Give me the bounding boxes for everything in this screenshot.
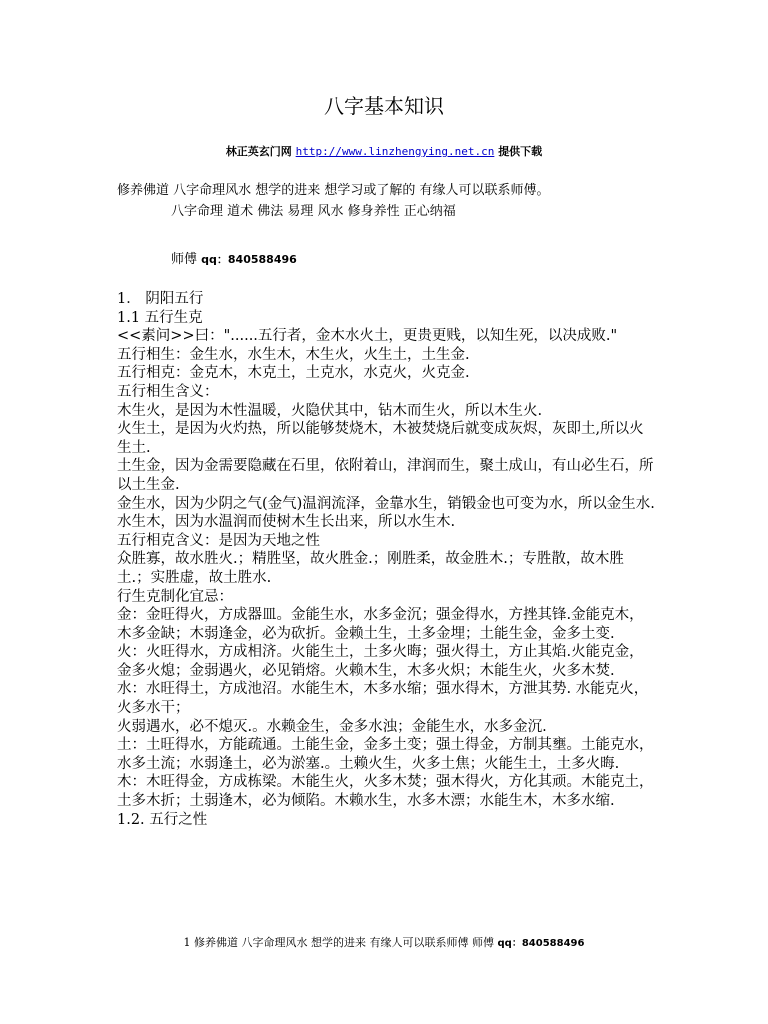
- intro-line-1: 修养佛道 八字命理风水 想学的进来 想学习或了解的 有缘人可以联系师傅。: [117, 183, 550, 198]
- paragraph: 五行相克：金克木，木克土，土克水，水克火，火克金.: [117, 365, 470, 382]
- paragraph: 五行相克含义：是因为天地之性: [117, 532, 320, 549]
- heading-1-1: 1.1 五行生克: [117, 309, 203, 326]
- paragraph: 五行相生：金生水，水生木，木生火，火生土，土生金.: [117, 346, 470, 363]
- body-text: [117, 290, 657, 829]
- paragraph: 行生克制化宜忌：: [117, 588, 233, 605]
- paragraph: 水生木，因为水温润而使树木生长出来，所以水生木.: [117, 514, 456, 531]
- paragraph: 五行相生含义：: [117, 383, 219, 400]
- paragraph: 木生火，是因为木性温暖，火隐伏其中，钻木而生火，所以木生火.: [117, 402, 543, 419]
- paragraph: 土：土旺得水，方能疏通。土能生金，金多土变；强土得金，方制其壅。土能克水，水多土流；水弱逢土，必为淤塞.。土赖火生，火多土焦；火能生土，土多火晦.: [117, 737, 654, 772]
- source-prefix: 林正英玄门网: [225, 145, 292, 158]
- footer-qq: qq：840588496: [497, 938, 585, 949]
- footer-text: 1 修养佛道 八字命理风水 想学的进来 有缘人可以联系师傅 师傅: [183, 936, 495, 949]
- paragraph: 木：木旺得金，方成栋梁。木能生火，火多木焚；强木得火，方化其顽。木能克土，土多木折；土弱逢木，必为倾陷。木赖水生，水多木漂；水能生木，木多水缩.: [117, 774, 654, 810]
- paragraph: 金生水，因为少阴之气(金气)温润流泽，金靠水生，销锻金也可变为水，所以金生水.: [117, 495, 655, 512]
- paragraph: 众胜寡，故水胜火.；精胜坚，故火胜金.；刚胜柔，故金胜木.；专胜散，故木胜土.；实胜虚，故土胜水.: [117, 551, 624, 586]
- paragraph: 金：金旺得火，方成器皿。金能生水，水多金沉；强金得水，方挫其锋.金能克木，木多金缺；木弱逢金，必为砍折。金赖土生，土多金埋；土能生金，金多土变.: [117, 607, 644, 642]
- source-link[interactable]: http://www.linzhengying.net.cn: [295, 145, 495, 158]
- heading-1: 1． 阴阳五行: [117, 291, 204, 307]
- document-title: 八字基本知识: [324, 94, 444, 118]
- paragraph: 火生土，是因为火灼热，所以能够焚烧木，木被焚烧后就变成灰烬，灰即土,所以火生土.: [117, 421, 644, 456]
- page-footer: [0, 935, 768, 952]
- source-suffix: 提供下载: [498, 145, 543, 158]
- source-line: [0, 143, 768, 161]
- contact-label: 师傅: [171, 252, 198, 267]
- paragraph: 水：水旺得土，方成池沼。水能生木，木多水缩；强水得木，方泄其势. 水能克火，火多水干；: [117, 681, 649, 717]
- heading-1-2: 1.2. 五行之性: [117, 811, 208, 828]
- paragraph: 火弱遇水，必不熄灭.。水赖金生，金多水浊；金能生水，水多金沉.: [117, 718, 547, 735]
- contact-qq: qq：840588496: [201, 253, 297, 266]
- intro-line-2: 八字命理 道术 佛法 易理 风水 修身养性 正心纳福: [171, 204, 456, 219]
- intro-block: [117, 180, 717, 270]
- paragraph: 火：火旺得水，方成相济。火能生土，土多火晦；强火得土，方止其焰.火能克金，金多火熄；金弱遇火，必见销熔。火赖木生，木多火炽；木能生火，火多木焚.: [117, 644, 644, 679]
- paragraph: <<素问>>曰："......五行者，金木水火土，更贵更贱，以知生死，以决成败.": [117, 328, 618, 345]
- contact-line: [117, 249, 717, 270]
- paragraph: 土生金，因为金需要隐藏在石里，依附着山，津润而生，聚土成山，有山必生石，所以土生金.: [117, 458, 654, 493]
